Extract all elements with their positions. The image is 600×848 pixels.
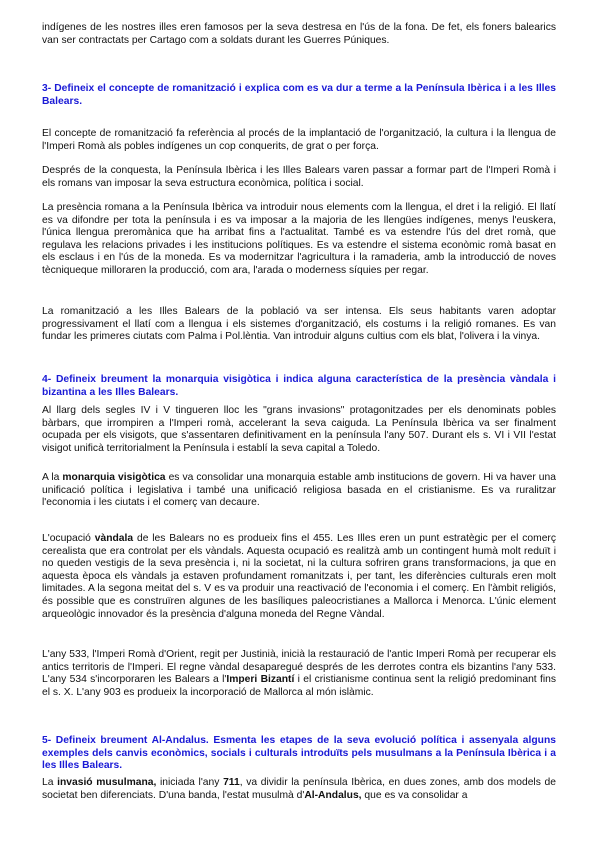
text-run: , va dividir la península Ibèrica, en dues zones, amb dos models de societat ben diferenciats. D'una banda, l'estat musulmà d' xyxy=(42,777,556,801)
text-run: iniciada l'any xyxy=(156,777,224,788)
text-run: i el cristianisme continua sent la religió predominant fins el s. X. L'any 903 es produeix la incorporació de Mallorca al món islàmic. xyxy=(42,674,556,698)
text-run: que es va consolidar a xyxy=(361,789,468,801)
section-3-paragraph-3: La presència romana a la Península Ibèrica va introduir nous elements com la llengua, el dret i la religió. El llatí es va difondre per tota la península i es va imposar a la majoria de les llengües indígenes, menys l'euskera, l'única llengua preromànica que ha arribat fins a l'actualitat. També es va estendre l'ús del dret romà, que regulava les relacions privades i les institucions polítiques. Es va estendre el sistema econòmic romà basat en els esclaus i en l'ús de la moneda. Es va modernitzar l'agricultura i la ramaderia, amb la introducció de noves tècniqueque milloraren la producció, com ara, l'arada o moderness síquies per regar. xyxy=(42,202,556,276)
question-3-heading: 3- Defineix el concepte de romanització i explica com es va dur a terme a la Península Ibèrica i a les Illes Balears. xyxy=(42,83,556,107)
section-4-paragraph-2 xyxy=(42,472,556,510)
text-run: A la xyxy=(42,472,63,483)
intro-paragraph: indígenes de les nostres illes eren famosos per la seva destresa en l'ús de la fona. De fet, els foners balearics van ser contractats per Cartago com a soldats durant les Guerres Púniques. xyxy=(42,22,556,46)
section-5-paragraph-1 xyxy=(42,777,556,802)
section-3-paragraph-1: El concepte de romanització fa referència al procés de la implantació de l'organització, la cultura i la llengua de l'Imperi Romà als pobles indígenes un cop conquerits, de grat o per força. xyxy=(42,128,556,152)
section-4-paragraph-1-text: Al llarg dels segles IV i V tingueren lloc les "grans invasions" protagonitzades per els denominats pobles bàrbars, que irrompiren a l'Imperi romà, accelerant la seva caiguda. La Península Ibèrica va ser finalment ocupada per els visigots, que s'assentaren definitivament en la península l'any 507. Durant els s. VI i VII l'estat visigot unificà territorialment la Península i establí la seva capital a Toledo. xyxy=(42,405,556,454)
question-4-heading: 4- Defineix breument la monarquia visigòtica i indica alguna característica de la presència vàndala i bizantina a les Illes Balears. xyxy=(42,374,556,398)
text-run: es va consolidar una monarquia estable amb institucions de govern. Hi va haver una unificació política i legislativa i també una unificació religiosa basada en el cristianisme. Es va ruralitzar l'economia i les ciutats i el comerç van decaure. xyxy=(42,472,556,509)
bold-term-vandala: vàndala xyxy=(94,533,134,544)
bold-term-imperi-bizanti: Imperi Bizantí xyxy=(226,674,295,686)
bold-term-al-andalus: Al-Andalus, xyxy=(304,789,362,801)
section-4-paragraph-3 xyxy=(42,533,556,621)
section-4-paragraph-1 xyxy=(42,405,556,455)
section-3-paragraph-2: Després de la conquesta, la Península Ibèrica i les Illes Balears varen passar a formar part de l'Imperi Romà i els romans van imposar la seva estructura econòmica, política i social. xyxy=(42,165,556,189)
text-run: La xyxy=(42,777,58,788)
text-run: de les Balears no es produeix fins el 455. Les Illes eren un punt estratègic per el comerç cerealista que era controlat per els vàndals. Aquesta ocupació es realitzà amb un contingent humà molt reduït i no queden vestigis de la seva presència i, ni la societat, ni la cultura sofriren grans transformacions, ja que en aquesta època els vàndals ja estaven profundament romanitzats i, per tant, les diferències culturals eren molt limitades. A la segona meitat del s. V es va produir una reactivació de l'economia i el comerç. En l'àmbit religiós, és possible que es construïren algunes de les basíliques paleocristianes a Mallorca i Menorca. L'únic element arqueològic innovador és la presència d'alguna moneda del Regne Vàndal. xyxy=(42,533,556,620)
bold-term-monarquia: monarquia visigòtica xyxy=(62,472,166,483)
section-4-paragraph-4 xyxy=(42,649,556,699)
question-5-heading: 5- Defineix breument Al-Andalus. Esmenta les etapes de la seva evolució política i assenyala alguns exemples dels canvis econòmics, socials i culturals introduïts pels musulmans a la Península Ibèrica i a les Illes Balears. xyxy=(42,735,556,772)
bold-term-year-711: 711 xyxy=(223,777,240,788)
section-3-paragraph-4: La romanització a les Illes Balears de la població va ser intensa. Els seus habitants varen adoptar progressivament el llatí com a llengua i els sistemes d'organització, els costums i la religió romanes. Es van fundar les primeres ciutats com Palma i Pol.lèntia. Van introduir alguns cultius com els blat, l'olivera i la vinya. xyxy=(42,306,556,343)
text-run: L'ocupació xyxy=(42,533,95,544)
bold-term-invasio: invasió musulmana, xyxy=(57,777,157,788)
text-run: L'any 533, l'Imperi Romà d'Orient, regit per Justinià, inicià la restauració de l'antic Imperi Romà per recuperar els antics territoris de l'Imperi. El regne vàndal desaparegué després de les derrotes contra els bizantins l'any 533. L'any 534 s'incorporaren les Balears a l' xyxy=(42,649,556,686)
